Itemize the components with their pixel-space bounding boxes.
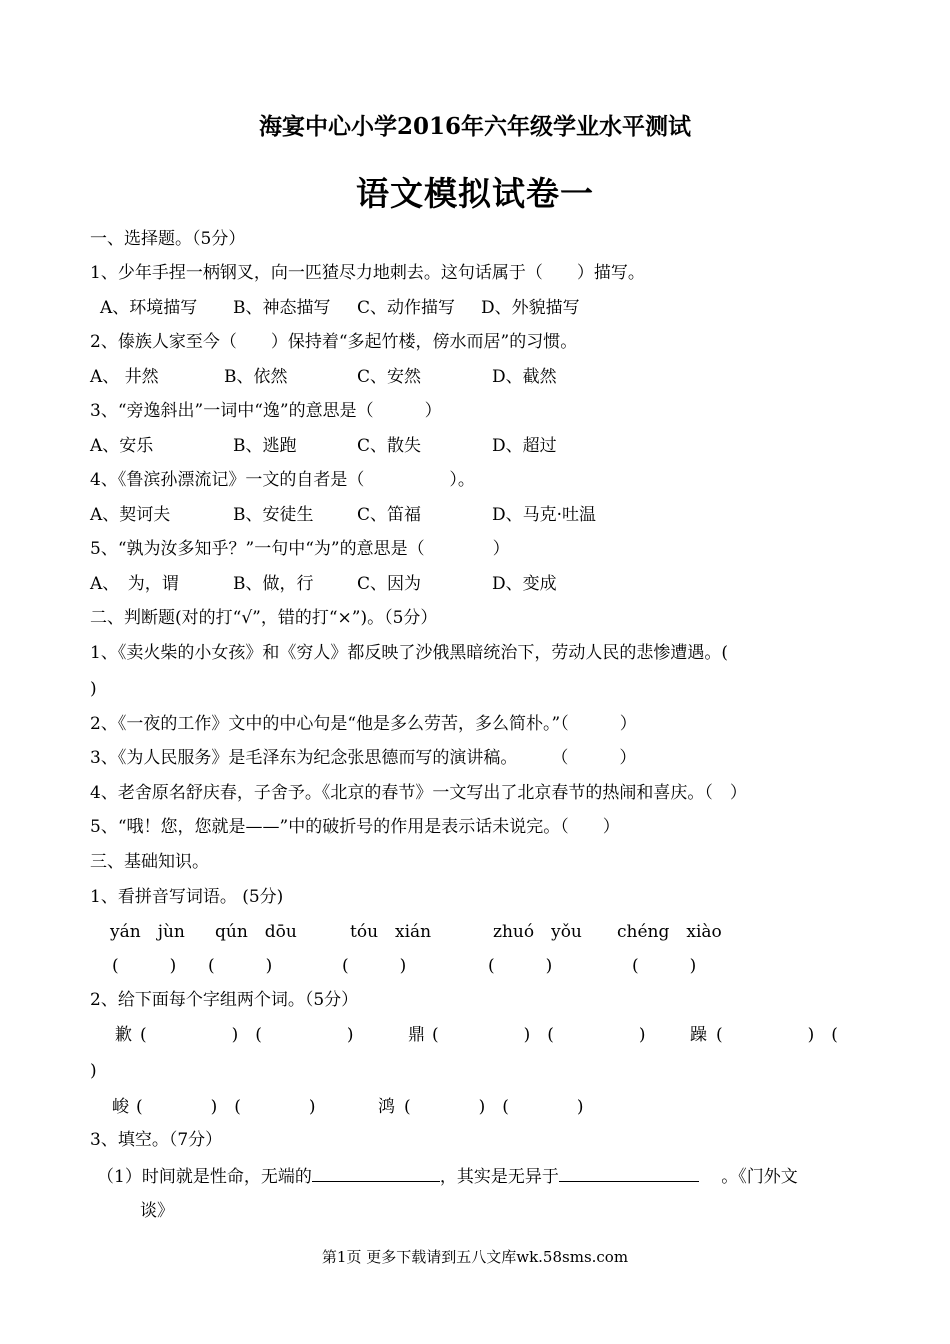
answer-bracket-2: ( ) bbox=[208, 956, 273, 976]
answer-bracket-3: ( ) bbox=[342, 956, 407, 976]
s1-q4-option-b: B、安徒生 bbox=[233, 505, 314, 525]
s1-question-3: 3、“旁逸斜出”一词中“逸”的意思是（ ） bbox=[90, 401, 442, 421]
pinyin-5: chéng xiào bbox=[617, 922, 722, 942]
s1-q3-option-c: C、散失 bbox=[357, 436, 422, 456]
s2-question-1-cont: ) bbox=[90, 679, 97, 699]
pinyin-1: yán jùn bbox=[110, 922, 185, 942]
s3-question-1: 1、看拼音写词语。 (5分) bbox=[90, 887, 284, 907]
s1-q1-option-a: A、环境描写 bbox=[100, 298, 198, 318]
s1-q3-option-d: D、超过 bbox=[492, 436, 557, 456]
s1-q5-option-b: B、做，行 bbox=[233, 574, 314, 594]
section2-heading: 二、判断题(对的打“√”，错的打“×”)。（5分） bbox=[90, 608, 438, 628]
char-jun: 峻 bbox=[112, 1097, 129, 1117]
s1-q3-option-b: B、逃跑 bbox=[233, 436, 297, 456]
s1-q2-option-d: D、截然 bbox=[492, 367, 557, 387]
char-qian-brackets: ( ) ( ) bbox=[140, 1025, 354, 1045]
answer-blank-2[interactable] bbox=[559, 1165, 699, 1182]
char-ding-brackets: ( ) ( ) bbox=[432, 1025, 646, 1045]
s1-q2-option-a: A、 井然 bbox=[90, 367, 159, 387]
s1-q2-option-b: B、依然 bbox=[224, 367, 288, 387]
s2-question-4: 4、老舍原名舒庆春，子舍予。《北京的春节》一文写出了北京春节的热闹和喜庆。（ ） bbox=[90, 783, 747, 803]
s1-q4-option-d: D、马克·吐温 bbox=[492, 505, 597, 525]
char-zao-brackets: ( ) ( bbox=[716, 1025, 838, 1045]
s1-q5-option-c: C、因为 bbox=[357, 574, 422, 594]
fill-in-1-cont: 谈》 bbox=[140, 1201, 174, 1221]
s3-question-3: 3、填空。（7分） bbox=[90, 1130, 223, 1150]
s1-q5-option-d: D、变成 bbox=[492, 574, 557, 594]
answer-blank-1[interactable] bbox=[312, 1165, 440, 1182]
s1-q4-option-a: A、契诃夫 bbox=[90, 505, 171, 525]
s1-q5-option-a: A、 为，谓 bbox=[90, 574, 179, 594]
s1-question-2: 2、傣族人家至今（ ）保持着“多起竹楼，傍水而居”的习惯。 bbox=[90, 332, 578, 352]
pinyin-3: tóu xián bbox=[350, 922, 432, 942]
fill-in-1-part-a: （1）时间就是性命，无端的 bbox=[97, 1167, 312, 1187]
school-title: 海宴中心小学2016年六年级学业水平测试 bbox=[258, 113, 691, 140]
pinyin-2: qún dōu bbox=[215, 922, 297, 942]
s1-q4-option-c: C、笛福 bbox=[357, 505, 422, 525]
char-zao: 躁 bbox=[690, 1025, 707, 1045]
section3-heading: 三、基础知识。 bbox=[90, 852, 209, 872]
char-hong: 鸿 bbox=[378, 1097, 395, 1117]
s1-q1-option-c: C、动作描写 bbox=[357, 298, 456, 318]
answer-bracket-4: ( ) bbox=[488, 956, 553, 976]
s3-question-2: 2、给下面每个字组两个词。（5分） bbox=[90, 990, 359, 1010]
fill-in-1 bbox=[97, 1165, 798, 1187]
s1-q2-option-c: C、安然 bbox=[357, 367, 422, 387]
page-footer: 第1页 更多下载请到五八文库wk.58sms.com bbox=[321, 1248, 629, 1266]
char-jun-brackets: ( ) ( ) bbox=[136, 1097, 316, 1117]
s1-question-1: 1、少年手捏一柄钢叉，向一匹猹尽力地刺去。这句话属于（ ）描写。 bbox=[90, 263, 645, 283]
fill-in-1-part-b: ，其实是无异于 bbox=[439, 1167, 559, 1187]
s1-question-4: 4、《鲁滨孙漂流记》一文的自者是（ ）。 bbox=[90, 470, 475, 490]
s2-question-3: 3、《为人民服务》是毛泽东为纪念张思德而写的演讲稿。 （ ） bbox=[90, 748, 637, 768]
section1-heading: 一、选择题。（5分） bbox=[90, 229, 246, 249]
s2-question-2: 2、《一夜的工作》文中的中心句是“他是多么劳苦，多么简朴。”（ ） bbox=[90, 714, 637, 734]
s3-question-2-cont: ) bbox=[90, 1061, 97, 1081]
pinyin-4: zhuó yǒu bbox=[493, 922, 582, 942]
s1-q1-option-b: B、神态描写 bbox=[233, 298, 331, 318]
char-qian: 歉 bbox=[115, 1025, 132, 1045]
s1-q3-option-a: A、安乐 bbox=[90, 436, 154, 456]
answer-bracket-1: ( ) bbox=[112, 956, 177, 976]
s2-question-5: 5、“哦！您，您就是——”中的破折号的作用是表示话未说完。（ ） bbox=[90, 817, 620, 837]
paper-title: 语文模拟试卷一 bbox=[356, 174, 594, 213]
s1-question-5: 5、“孰为汝多知乎？”一句中“为”的意思是（ ） bbox=[90, 539, 510, 559]
s1-q1-option-d: D、外貌描写 bbox=[481, 298, 580, 318]
answer-bracket-5: ( ) bbox=[632, 956, 697, 976]
char-hong-brackets: ( ) ( ) bbox=[404, 1097, 584, 1117]
s2-question-1: 1、《卖火柴的小女孩》和《穷人》都反映了沙俄黑暗统治下，劳动人民的悲惨遭遇。( bbox=[90, 643, 728, 663]
fill-in-1-part-c: 。《门外文 bbox=[721, 1167, 798, 1187]
char-ding: 鼎 bbox=[408, 1025, 425, 1045]
